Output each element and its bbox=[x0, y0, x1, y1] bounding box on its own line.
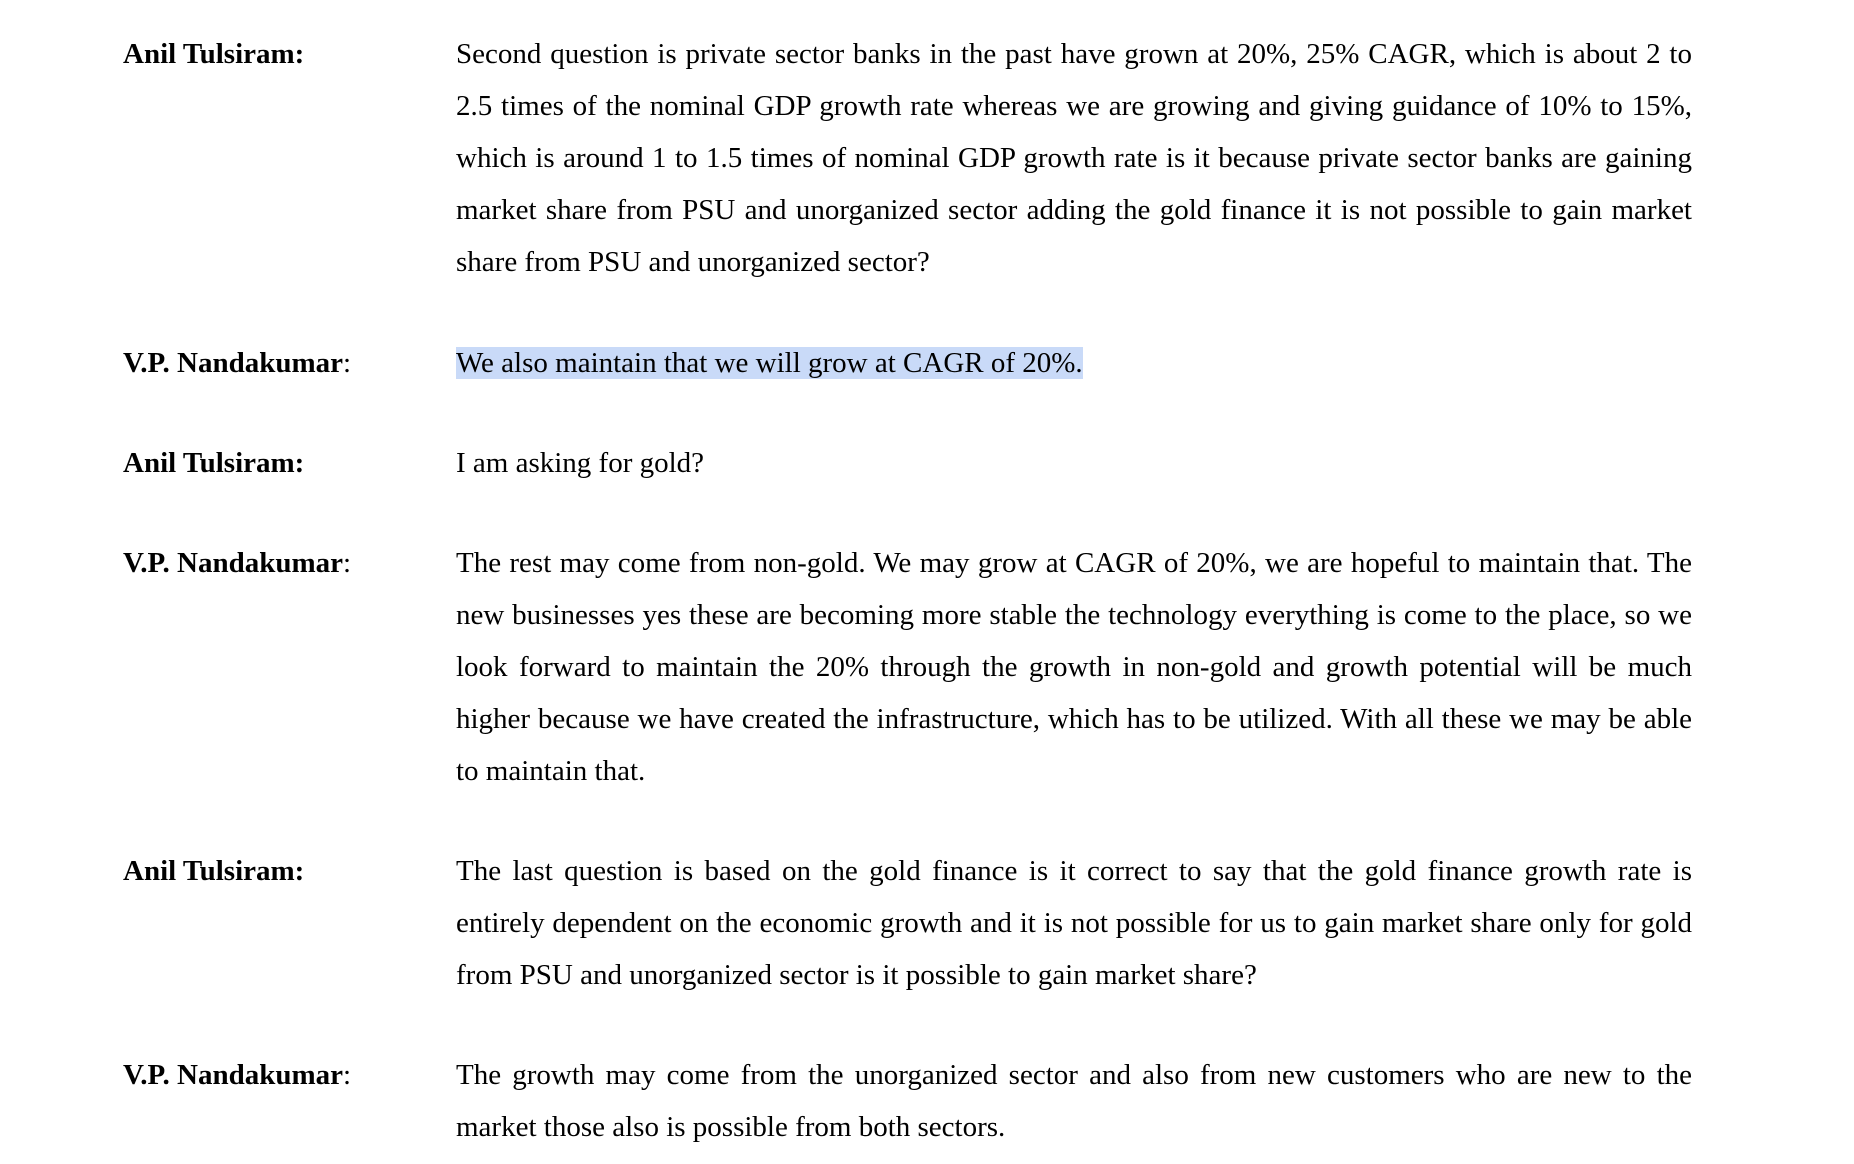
speech-text: The growth may come from the unorganized sector and also from new customers who are new to the market those also is possible from both sectors. bbox=[456, 1059, 1692, 1143]
speech-text: I am asking for gold? bbox=[456, 447, 705, 479]
speaker-colon: : bbox=[343, 1059, 352, 1091]
speaker-colon: : bbox=[294, 855, 305, 887]
speaker-colon: : bbox=[343, 547, 352, 579]
speaker-label bbox=[123, 845, 304, 897]
speaker-label bbox=[123, 1049, 351, 1101]
speaker-colon: : bbox=[294, 447, 305, 479]
speaker-colon: : bbox=[343, 347, 352, 379]
speech-text: The rest may come from non-gold. We may grow at CAGR of 20%, we are hopeful to maintain that. The new businesses yes these are becoming more stable the technology everything is come to the place, so we look forward to maintain the 20% through the growth in non-gold and growth potential will be much higher because we have created the infrastructure, which has to be utilized. With all these we may be able to maintain that. bbox=[456, 547, 1692, 787]
speaker-label bbox=[123, 437, 304, 489]
speech-text: Second question is private sector banks in the past have grown at 20%, 25% CAGR, which is about 2 to 2.5 times of the nominal GDP growth rate whereas we are growing and giving guidance of 10% to 15%, which is around 1 to 1.5 times of nominal GDP growth rate is it because private sector banks are gaining market share from PSU and unorganized sector adding the gold finance it is not possible to gain market share from PSU and unorganized sector? bbox=[456, 38, 1692, 278]
speaker-colon: : bbox=[294, 38, 305, 70]
speaker-name: Anil Tulsiram bbox=[123, 447, 295, 479]
speaker-label bbox=[123, 337, 351, 389]
speaker-name: V.P. Nandakumar bbox=[123, 547, 343, 579]
speaker-name: V.P. Nandakumar bbox=[123, 1059, 343, 1091]
speech-text[interactable] bbox=[456, 337, 1692, 389]
speech-text: The last question is based on the gold finance is it correct to say that the gold finance growth rate is entirely dependent on the economic growth and it is not possible for us to gain market share only for gold from PSU and unorganized sector is it possible to gain market share? bbox=[456, 855, 1692, 991]
speaker-name: Anil Tulsiram bbox=[123, 855, 295, 887]
speaker-label bbox=[123, 28, 304, 80]
speaker-name: V.P. Nandakumar bbox=[123, 347, 343, 379]
highlighted-text-selection[interactable]: We also maintain that we will grow at CAGR of 20%. bbox=[456, 347, 1083, 379]
speaker-name: Anil Tulsiram bbox=[123, 38, 295, 70]
speaker-label bbox=[123, 537, 351, 589]
